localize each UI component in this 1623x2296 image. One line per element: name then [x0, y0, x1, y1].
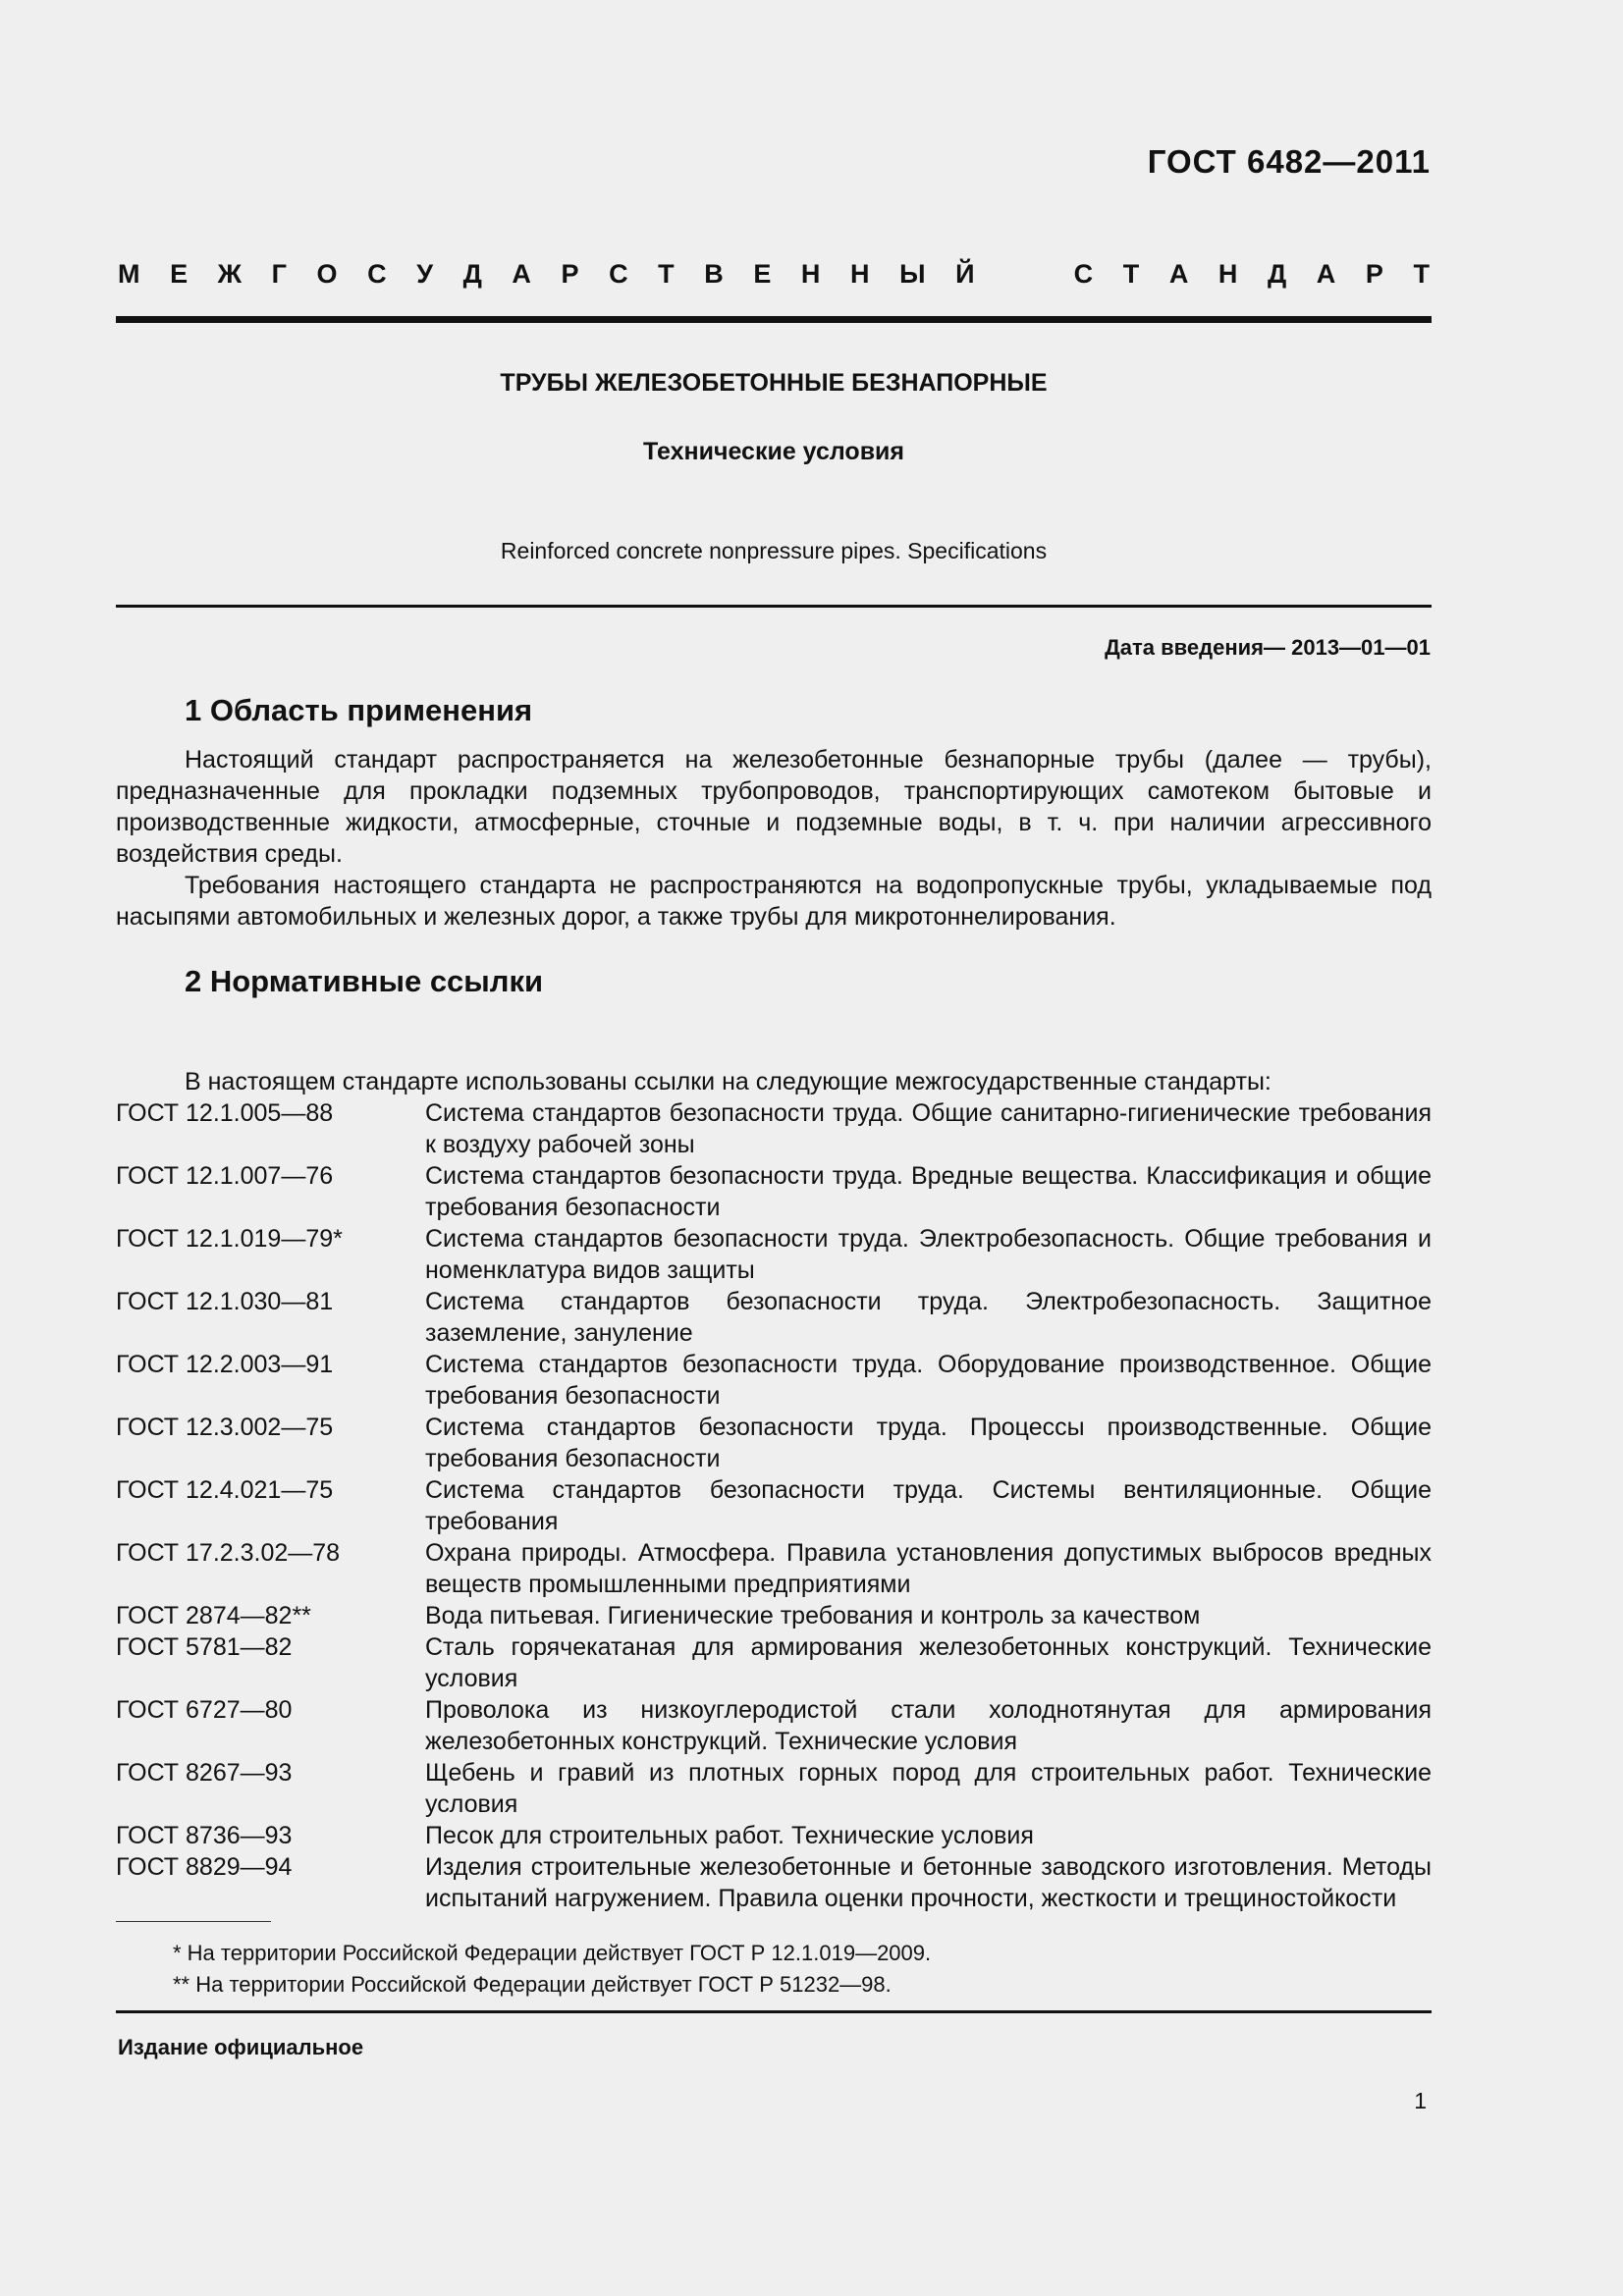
interstate-standard-banner — [118, 259, 1430, 290]
reference-row — [116, 1474, 1432, 1537]
reference-row — [116, 1412, 1432, 1474]
banner-letter: Н — [850, 259, 870, 289]
banner-letter: В — [704, 259, 724, 289]
reference-code: ГОСТ 12.4.021—75 — [116, 1476, 334, 1504]
reference-title: Охрана природы. Атмосфера. Правила установления допустимых выбросов вредных веществ промышленными предприятиями — [425, 1539, 1432, 1598]
banner-letter: С — [1073, 259, 1094, 289]
reference-code: ГОСТ 12.1.007—76 — [116, 1162, 334, 1190]
reference-title: Система стандартов безопасности труда. Электробезопасность. Общие требования и номенклатура видов защиты — [425, 1225, 1432, 1284]
reference-title: Система стандартов безопасности труда. Процессы производственные. Общие требования безопасности — [425, 1414, 1432, 1472]
references-intro: В настоящем стандарте использованы ссылки на следующие межгосударственные стандарты: — [185, 1068, 1271, 1095]
banner-letter: Д — [1267, 259, 1287, 289]
reference-title: Сталь горячекатаная для армирования железобетонных конструкций. Технические условия — [425, 1633, 1432, 1692]
banner-letter: Н — [1217, 259, 1238, 289]
reference-title: Песок для строительных работ. Технические условия — [425, 1822, 1034, 1849]
banner-word-gap — [1004, 259, 1044, 290]
edition-divider — [116, 2010, 1432, 2013]
section-2-heading: 2 Нормативные ссылки — [185, 964, 544, 998]
paragraph: Требования настоящего стандарта не распространяются на водопропускные трубы, укладываемые под насыпями автомобильных и железных дорог, а также трубы для микротоннелирования. — [116, 872, 1432, 931]
reference-code: ГОСТ 2874—82** — [116, 1602, 311, 1629]
banner-letter: Р — [1365, 259, 1383, 289]
reference-row — [116, 1097, 1432, 1160]
banner-letter: С — [367, 259, 387, 289]
title-divider — [116, 605, 1432, 608]
banner-letter: А — [512, 259, 531, 289]
banner-letter: Д — [462, 259, 482, 289]
reference-row — [116, 1820, 1432, 1851]
document-subtitle: Технические условия — [642, 438, 905, 465]
banner-letter: А — [1168, 259, 1189, 289]
document-title: ТРУБЫ ЖЕЛЕЗОБЕТОННЫЕ БЕЗНАПОРНЫЕ — [500, 369, 1048, 397]
reference-row — [116, 1631, 1432, 1694]
banner-letter: Т — [1413, 259, 1430, 289]
banner-letter: М — [118, 259, 140, 289]
reference-row — [116, 1600, 1432, 1631]
reference-code: ГОСТ 8267—93 — [116, 1759, 293, 1787]
reference-row — [116, 1223, 1432, 1286]
reference-code: ГОСТ 17.2.3.02—78 — [116, 1539, 341, 1567]
reference-row — [116, 1349, 1432, 1412]
section-1-body — [116, 744, 1432, 933]
reference-title: Вода питьевая. Гигиенические требования и контроль за качеством — [425, 1602, 1201, 1629]
paragraph: Настоящий стандарт распространяется на железобетонные безнапорные трубы (далее — трубы), предназначенные для прокладки подземных трубопроводов, транспортирующих самотеком бытовые и производственные жидкости, атмосферные, сточные и подземные воды, в т. ч. при наличии агрессивного воздействия среды. — [116, 746, 1432, 868]
reference-title: Изделия строительные железобетонные и бетонные заводского изготовления. Методы испытаний нагружением. Правила оценки прочности, жесткости и трещиностойкости — [425, 1853, 1432, 1912]
reference-row — [116, 1286, 1432, 1349]
reference-title: Проволока из низкоуглеродистой стали холоднотянутая для армирования железобетонных конструкций. Технические условия — [425, 1696, 1432, 1755]
reference-title: Система стандартов безопасности труда. Электробезопасность. Защитное заземление, зануление — [425, 1288, 1432, 1347]
reference-title: Щебень и гравий из плотных горных пород для строительных работ. Технические условия — [425, 1759, 1432, 1818]
reference-code: ГОСТ 12.3.002—75 — [116, 1414, 334, 1441]
banner-letter: Т — [1122, 259, 1140, 289]
reference-code: ГОСТ 5781—82 — [116, 1633, 293, 1661]
reference-title: Система стандартов безопасности труда. Системы вентиляционные. Общие требования — [425, 1476, 1432, 1535]
reference-row — [116, 1694, 1432, 1757]
footnote: ** На территории Российской Федерации действует ГОСТ Р 51232—98. — [173, 1972, 892, 1997]
banner-letter: Й — [955, 259, 975, 289]
edition-label: Издание официальное — [118, 2035, 364, 2059]
introduction-date: Дата введения— 2013—01—01 — [1105, 635, 1431, 660]
reference-code: ГОСТ 8736—93 — [116, 1822, 293, 1849]
reference-title: Система стандартов безопасности труда. Общие санитарно-гигиенические требования к воздуху рабочей зоны — [425, 1099, 1432, 1158]
banner-letter: Ж — [217, 259, 243, 289]
reference-row — [116, 1160, 1432, 1223]
banner-letter: У — [416, 259, 434, 289]
reference-code: ГОСТ 12.1.030—81 — [116, 1288, 334, 1315]
banner-letter: Е — [753, 259, 772, 289]
reference-code: ГОСТ 8829—94 — [116, 1853, 293, 1881]
reference-code: ГОСТ 6727—80 — [116, 1696, 293, 1724]
banner-letter: Т — [658, 259, 675, 289]
footnote: * На территории Российской Федерации действует ГОСТ Р 12.1.019—2009. — [173, 1941, 932, 1965]
reference-code: ГОСТ 12.1.005—88 — [116, 1099, 334, 1127]
page-number: 1 — [1414, 2088, 1427, 2113]
header-divider — [116, 316, 1432, 323]
banner-letter: С — [609, 259, 628, 289]
banner-letter: Е — [170, 259, 189, 289]
section-1-heading: 1 Область применения — [185, 693, 533, 727]
banner-letter: Р — [561, 259, 579, 289]
banner-letter: Ы — [899, 259, 926, 289]
reference-code: ГОСТ 12.1.019—79* — [116, 1225, 343, 1253]
english-title: Reinforced concrete nonpressure pipes. Specifications — [500, 538, 1048, 563]
normative-references-list — [116, 1066, 1432, 1914]
reference-row — [116, 1757, 1432, 1820]
reference-row — [116, 1851, 1432, 1914]
banner-letter: А — [1316, 259, 1336, 289]
banner-letter: Г — [271, 259, 287, 289]
reference-title: Система стандартов безопасности труда. Вредные вещества. Классификация и общие требования безопасности — [425, 1162, 1432, 1221]
reference-row — [116, 1537, 1432, 1600]
footnote-divider — [116, 1921, 271, 1922]
banner-letter: О — [316, 259, 338, 289]
banner-letter: Н — [800, 259, 821, 289]
gost-number: ГОСТ 6482—2011 — [1147, 143, 1431, 180]
reference-title: Система стандартов безопасности труда. Оборудование производственное. Общие требования безопасности — [425, 1351, 1432, 1410]
footnotes — [173, 1938, 931, 2001]
reference-code: ГОСТ 12.2.003—91 — [116, 1351, 334, 1378]
